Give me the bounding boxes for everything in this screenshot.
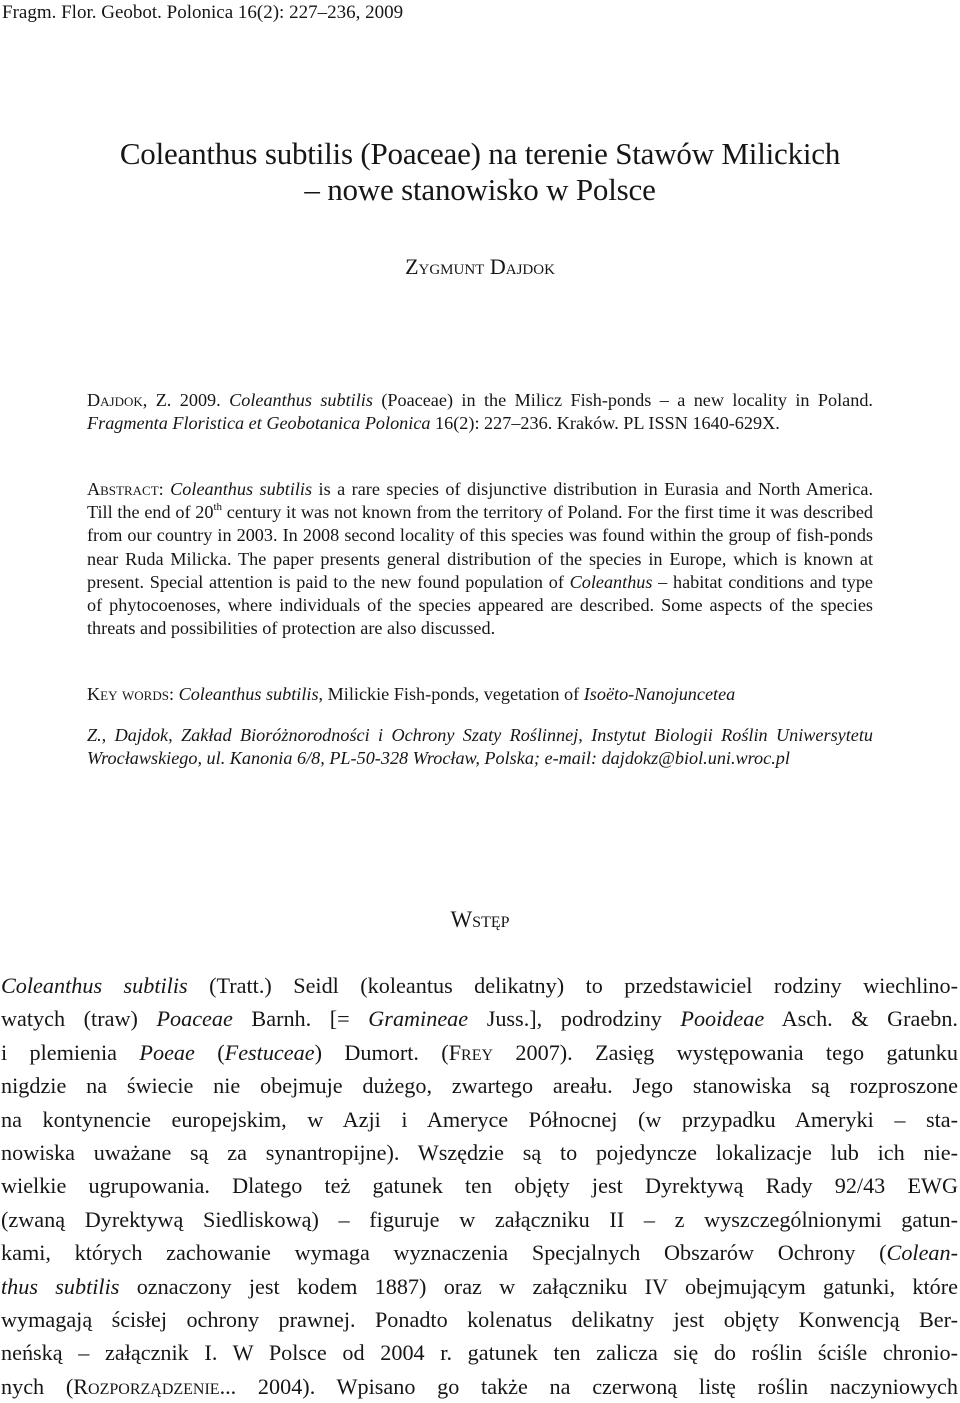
article-title-line2: – nowe stanowisko w Polsce	[304, 172, 656, 207]
keywords: Key words: Coleanthus subtilis, Milickie Fish-ponds, vegetation of Isoëto-Nanojuncetea	[87, 684, 736, 704]
citation-author: Dajdok	[87, 390, 143, 410]
keywords-label: Key words:	[87, 684, 175, 704]
body-line: kami, których zachowanie wymaga wyznaczenia Specjalnych Obszarów Ochrony (Colean-	[1, 1240, 958, 1266]
body-line: (zwaną Dyrektywą Siedliskową) – figuruje w załączniku II – z wyszczególnionymi gatun-	[1, 1206, 958, 1232]
author-name: Zygmunt Dajdok	[405, 254, 555, 279]
body-line: Coleanthus subtilis (Tratt.) Seidl (koleantus delikatny) to przedstawiciel rodziny wiechlino-	[1, 973, 958, 998]
citation-species: Coleanthus subtilis	[229, 390, 373, 410]
body-line: i plemienia Poeae (Festuceae) Dumort. (Frey 2007). Zasięg występowania tego gatunku	[1, 1039, 958, 1065]
body-line: neńską – załącznik I. W Polsce od 2004 r. gatunek ten zalicza się do roślin ściśle chronio-	[1, 1340, 958, 1366]
abstract-label: Abstract:	[87, 479, 164, 499]
section-heading: Wstęp	[450, 907, 510, 932]
body-line: thus subtilis oznaczony jest kodem 1887) oraz w załączniku IV obejmującym gatunki, które	[1, 1273, 958, 1299]
journal-header: Fragm. Flor. Geobot. Polonica 16(2): 227–236, 2009	[2, 2, 404, 23]
body-line: nowiska uważane są za synantropijne). Wszędzie są to pojedyncze lokalizacje lub ich nie-	[1, 1139, 958, 1165]
body-line: nigdzie na świecie nie obejmuje dużego, zwartego areału. Jego stanowiska są rozproszone	[1, 1073, 958, 1099]
body-line: nych (Rozporządzenie... 2004). Wpisano go także na czerwoną listę roślin naczyniowych	[1, 1373, 958, 1399]
article-title-line1: Coleanthus subtilis (Poaceae) na terenie Stawów Milickich	[119, 136, 841, 171]
citation-journal: Fragmenta Floristica et Geobotanica Polonica	[87, 413, 431, 434]
abstract: Abstract: Coleanthus subtilis is a rare species of disjunctive distribution in Eurasia and North America. Till the end of 20th century it was not known from the territory of Poland. For the first time it was described from our country in 2003. In 2008 second locality of this species was found within the group of fish-ponds near Ruda Milicka. The paper presents general distribution of the species in Europe, which is known at present. Special attention is paid to the new found population of Coleanthus – habitat conditions and type of phytocoenoses, where individuals of the species appeared are described. Some aspects of the species threats and possibilities of protection are also discussed.	[87, 479, 873, 639]
body-line: wielkie ugrupowania. Dlatego też gatunek ten objęty jest Dyrektywą Rady 92/43 EWG	[1, 1173, 958, 1199]
citation: Dajdok, Z. 2009. Coleanthus subtilis (Poaceae) in the Milicz Fish-ponds – a new locality in Poland. Fragmenta Floristica et Geobotanica Polonica 16(2): 227–236. Kraków. PL ISSN 1640-629X.	[87, 390, 873, 434]
body-line: na kontynencie europejskim, w Azji i Ameryce Północnej (w przypadku Ameryki – sta-	[1, 1106, 958, 1132]
body-line: wymagają ścisłej ochrony prawnej. Ponadto kolenatus delikatny jest objęty Konwencją Ber-	[1, 1306, 958, 1332]
body-line: watych (traw) Poaceae Barnh. [= Gramineae Juss.], podrodziny Pooideae Asch. & Graebn.	[1, 1006, 958, 1032]
body-text	[1, 969, 958, 1403]
author-address: Z., Dajdok, Zakład Bioróżnorodności i Ochrony Szaty Roślinnej, Instytut Biologii Roślin Uniwersytetu Wrocławskiego, ul. Kanonia 6/8, PL-50-328 Wrocław, Polska; e-mail: dajdokz@biol.uni.wroc.pl	[87, 725, 873, 769]
